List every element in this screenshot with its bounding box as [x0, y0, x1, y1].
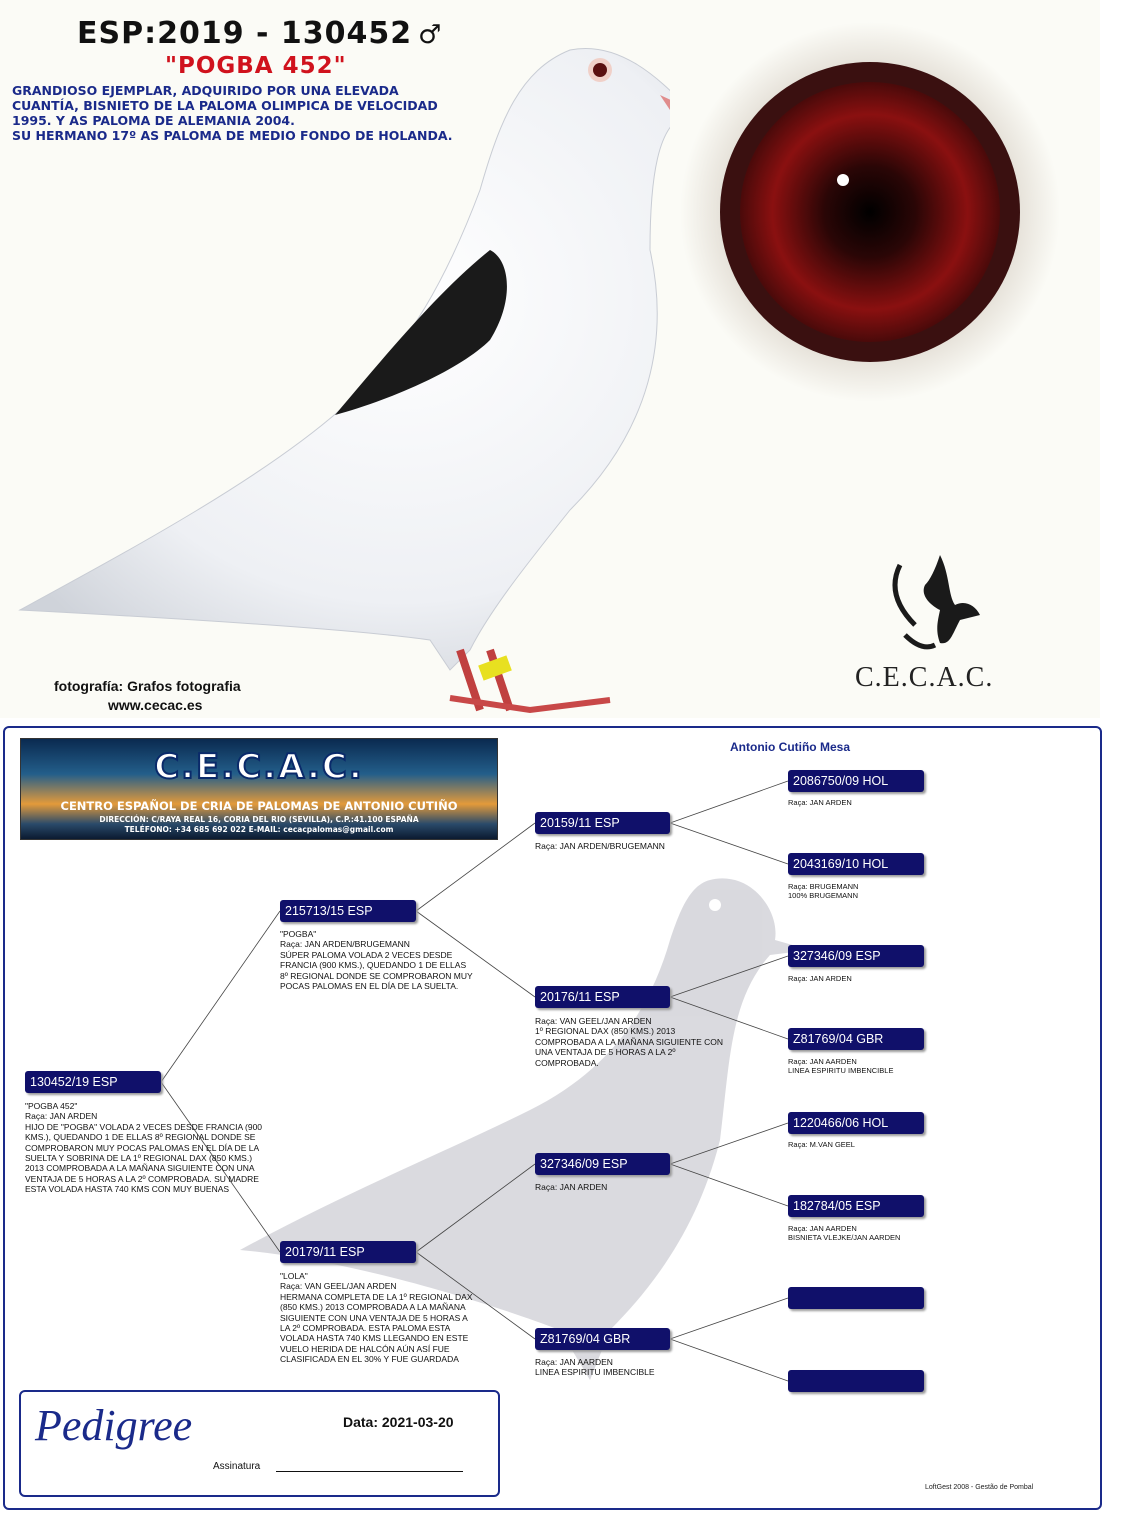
- owner-name: Antonio Cutiño Mesa: [730, 740, 850, 754]
- banner-subtitle: CENTRO ESPAÑOL DE CRIA DE PALOMAS DE ANTONIO CUTIÑO: [60, 799, 458, 813]
- grandparent-4-ring-box[interactable]: Z81769/04 GBR: [535, 1328, 670, 1350]
- great-grandparent-6-info: Raça: JAN AARDEN BISNIETA VLEJKE/JAN AARDEN: [788, 1224, 901, 1242]
- great-grandparent-4-ring-box[interactable]: Z81769/04 GBR: [788, 1028, 924, 1050]
- grandparent-3-ring-box[interactable]: 327346/09 ESP: [535, 1153, 670, 1175]
- great-grandparent-6-ring-box[interactable]: 182784/05 ESP: [788, 1195, 924, 1217]
- grandparent-2-ring-box[interactable]: 20176/11 ESP: [535, 986, 670, 1008]
- dam-info: "LOLA" Raça: VAN GEEL/JAN ARDEN HERMANA COMPLETA DE LA 1º REGIONAL DAX (850 KMS.) 2013 COMPROBADA A LA MAÑANA SIGUIENTE CON UNA VENTAJA DE 5 HORAS A LA 2º COMPROBADA. ESTA PALOMA ESTA VOLADA HASTA 740 KMS LLEGANDO EN ESTE VUELO HERIDA DE HALCÓN AÚN ASÍ FUE CLASIFICADA EN EL 30% Y FUE GUARDADA: [280, 1271, 473, 1365]
- banner-address: DIRECCIÓN: C/RAYA REAL 16, CORIA DEL RIO (SEVILLA), C.P.:41.100 ESPAÑA: [99, 815, 419, 824]
- software-credit: LoftGest 2008 - Gestão de Pombal: [925, 1484, 1034, 1491]
- great-grandparent-3-ring-box[interactable]: 327346/09 ESP: [788, 945, 924, 967]
- ring-title: ESP:2019 - 130452 ♂: [77, 16, 443, 51]
- grandparent-4-info: Raça: JAN AARDEN LINEA ESPIRITU IMBENCIBLE: [535, 1357, 655, 1378]
- grandparent-1-info: Raça: JAN ARDEN/BRUGEMANN: [535, 841, 665, 851]
- grandparent-1-ring-box[interactable]: 20159/11 ESP: [535, 812, 670, 834]
- photo-credit: fotografía: Grafos fotografia: [54, 678, 241, 694]
- grandparent-3-info: Raça: JAN ARDEN: [535, 1182, 608, 1192]
- great-grandparent-7-ring-box[interactable]: [788, 1287, 924, 1309]
- great-grandparent-5-ring-box[interactable]: 1220466/06 HOL: [788, 1112, 924, 1134]
- pigeon-name: "POGBA 452": [165, 53, 347, 79]
- male-symbol-icon: ♂: [418, 20, 443, 50]
- pedigree-script-title: Pedigree: [35, 1401, 193, 1450]
- banner-title: C.E.C.A.C.: [154, 747, 364, 787]
- pedigree-date: Data: 2021-03-20: [343, 1414, 454, 1430]
- pigeon-description: GRANDIOSO EJEMPLAR, ADQUIRIDO POR UNA ELEVADA CUANTÍA, BISNIETO DE LA PALOMA OLIMPICA DE VELOCIDAD 1995. Y AS PALOMA DE ALEMANIA 2004. SU HERMANO 17º AS PALOMA DE MEDIO FONDO DE HOLANDA.: [12, 83, 453, 143]
- website-link[interactable]: www.cecac.es: [108, 697, 203, 713]
- subject-info: "POGBA 452" Raça: JAN ARDEN HIJO DE "POGBA" VOLADA 2 VECES DESDE FRANCIA (900 KMS.), QUEDANDO 1 DE ELLAS 8º REGIONAL DONDE SE COMPROBARON MUY POCAS PALOMAS EN EL DÍA DE LA SUELTA Y SOBRINA DE LA 1º REGIONAL DAX (850 KMS.) 2013 COMPROBADA A LA MAÑANA SIGUIENTE CON UNA VENTAJA DE 5 HORAS A LA 2º COMPROBADA. SU MADRE ESTA VOLADA HASTA 740 KMS CON MUY BUENAS: [25, 1101, 263, 1195]
- great-grandparent-8-ring-box[interactable]: [788, 1370, 924, 1392]
- cecac-logo-text: C.E.C.A.C.: [855, 662, 994, 693]
- grandparent-2-info: Raça: VAN GEEL/JAN ARDEN 1º REGIONAL DAX (850 KMS.) 2013 COMPROBADA A LA MAÑANA SIGUIENTE CON UNA VENTAJA DE 5 HORAS A LA 2º COMPROBADA.: [535, 1016, 723, 1068]
- sire-info: "POGBA" Raça: JAN ARDEN/BRUGEMANN SÚPER PALOMA VOLADA 2 VECES DESDE FRANCIA (900 KMS.), QUEDANDO 1 DE ELLAS 8º REGIONAL DONDE SE COMPROBARON MUY POCAS PALOMAS EN EL DÍA DE LA SUELTA.: [280, 929, 473, 992]
- dam-ring-box[interactable]: 20179/11 ESP: [280, 1241, 416, 1263]
- subject-ring-box[interactable]: 130452/19 ESP: [25, 1071, 161, 1093]
- great-grandparent-3-info: Raça: JAN ARDEN: [788, 974, 852, 983]
- sire-ring-box[interactable]: 215713/15 ESP: [280, 900, 416, 922]
- great-grandparent-4-info: Raça: JAN AARDEN LINEA ESPIRITU IMBENCIBLE: [788, 1057, 894, 1075]
- great-grandparent-5-info: Raça: M.VAN GEEL: [788, 1140, 855, 1149]
- banner-contact: TELÉFONO: +34 685 692 022 E-MAIL: cecacpalomas@gmail.com: [124, 825, 394, 834]
- signature-label: Assinatura: [213, 1461, 261, 1472]
- great-grandparent-2-ring-box[interactable]: 2043169/10 HOL: [788, 853, 924, 875]
- great-grandparent-2-info: Raça: BRUGEMANN 100% BRUGEMANN: [788, 882, 859, 900]
- signature-line[interactable]: [276, 1471, 463, 1472]
- great-grandparent-1-info: Raça: JAN ARDEN: [788, 798, 852, 807]
- great-grandparent-1-ring-box[interactable]: 2086750/09 HOL: [788, 770, 924, 792]
